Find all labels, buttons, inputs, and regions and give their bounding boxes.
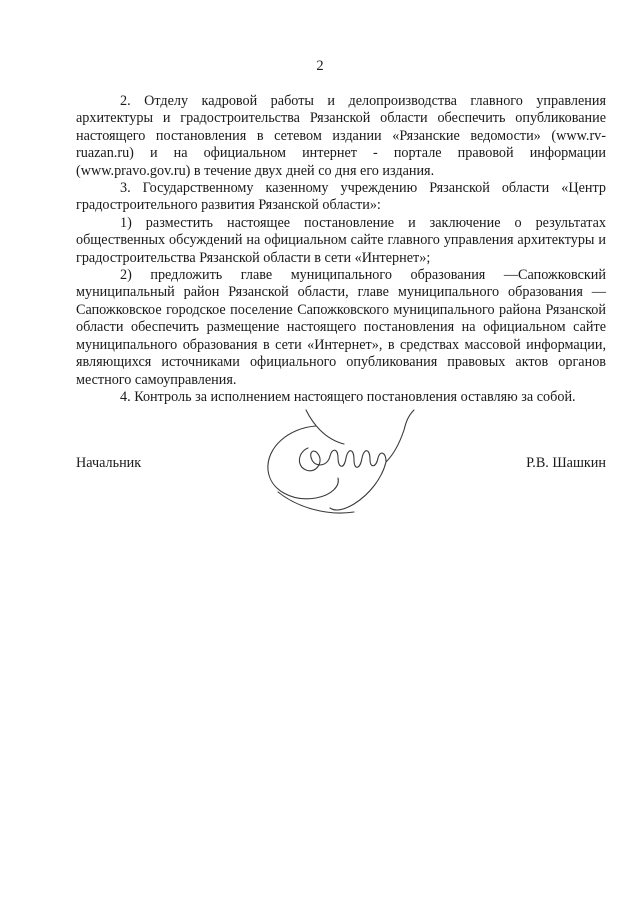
document-body: [76, 93, 606, 406]
paragraph-control: 4. Контроль за исполнением настоящего постановления оставляю за собой.: [120, 388, 576, 405]
signature-strokes: [268, 410, 414, 513]
page-number: 2: [316, 58, 324, 74]
signer-position: Начальник: [76, 455, 142, 471]
paragraph-subitem-1: 1) разместить настоящее постановление и заключение о результатах общественных обсуждений на официальном сайте главного управления архитектуры и градостроительства Рязанской области в сети «Интернет»;: [76, 214, 606, 266]
paragraph-publication: 2. Отделу кадровой работы и делопроизводства главного управления архитектуры и градостроительства Рязанской области обеспечить опубликование настоящего постановления в сетевом издании «Рязанские ведомости» (www.rv-ruazan.ru) и на официальном интернет - портале правовой информации (www.pravo.gov.ru) в течение двух дней со дня его издания.: [76, 93, 606, 179]
signer-name: Р.В. Шашкин: [526, 455, 606, 471]
handwritten-signature: [258, 408, 428, 518]
paragraph-subitem-2: 2) предложить главе муниципального образования —Сапожковский муниципальный район Рязанской области, главе муниципального образования — Сапожковское городское поселение Сапожковского муниципального района Рязанской области обеспечить размещение настоящего постановления на официальном сайте муниципального образования в сети «Интернет», в средствах массовой информации, являющихся источниками официального опубликования правовых актов органов местного самоуправления.: [76, 267, 606, 388]
paragraph-institution: 3. Государственному казенному учреждению Рязанской области «Центр градостроительного развития Рязанской области»:: [76, 180, 606, 214]
